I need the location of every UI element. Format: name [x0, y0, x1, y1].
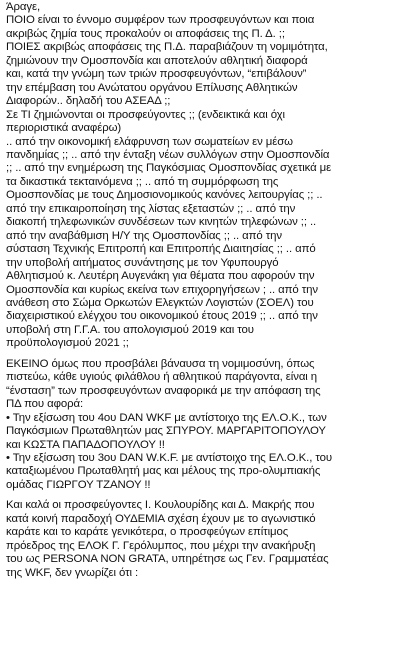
text-line: υποβολή στη Γ.Γ.Α. του απολογισμού 2019 και του: [6, 323, 254, 336]
text-line: .. από την οικονομική ελάφρυνση των σωματείων εν μέσω: [6, 135, 293, 148]
text-line: από την αναβάθμιση Η/Υ της Ομοσπονδίας ;; .. από την: [6, 229, 282, 242]
text-line: Αθλητισμού κ. Λευτέρη Αυγενάκη για θέματα που αφορούν την: [6, 270, 315, 283]
text-line: ζημιώνουν την Ομοσπονδία και αποτελούν αθλητική διαφορά: [6, 54, 308, 67]
text-line: Ομοσπονδίας με τους Δημοσιονομικούς κανόνες λειτουργίας ;; ..: [6, 189, 323, 202]
text-line: • Την εξίσωση του 4ου DAN WKF με αντίστοιχο της ΕΛ.Ο.Κ., των: [6, 411, 327, 424]
text-line: “ένσταση” των προσφευγόντων αναφορικά με την απόφαση της: [6, 384, 321, 397]
text-line: του ως PERSONA NON GRATA, υπηρέτησε ως Γεν. Γραμματέας: [6, 553, 329, 566]
text-line: καράτε και το καράτε γενικότερα, ο προσφεύγων επίτιμος: [6, 526, 289, 539]
text-line: διακοπή τηλεφωνικών συνδέσεων των κινητών τηλεφώνων ;; ..: [6, 216, 317, 229]
text-line: ακριβώς ζημία τους προκαλούν οι αποφάσεις της Π. Δ. ;;: [6, 27, 285, 40]
text-line: ΠΟΙΟ είναι το έννομο συμφέρον των προσφευγόντων και ποια: [6, 14, 315, 27]
text-line: την υποβολή αιτήματος συνάντησης με τον Υφυπουργό: [6, 256, 279, 269]
document-body: [6, 1, 397, 580]
paragraph: [6, 358, 397, 493]
text-line: προϋπολογισμού 2021 ;;: [6, 337, 129, 350]
text-line: Διαφορών.. δηλαδή του ΑΣΕΑΔ ;;: [6, 95, 171, 108]
text-line: ΠΟΙΕΣ ακριβώς αποφάσεις της Π.Δ. παραβιάζουν τη νομιμότητα,: [6, 41, 328, 54]
paragraph: [6, 1, 397, 351]
text-line: και ΚΩΣΤΑ ΠΑΠΑΔΟΠΟΥΛΟΥ !!: [6, 438, 165, 451]
text-line: ανάθεση στο Σώμα Ορκωτών Ελεγκτών Λογιστών (ΣΟΕΛ) του: [6, 296, 314, 309]
text-line: κατά κοινή παραδοχή ΟΥΔΕΜΙΑ σχέση έχουν με το αγωνιστικό: [6, 512, 316, 525]
text-line: ;; .. από την ενημέρωση της Παγκόσμιας Ομοσπονδίας σχετικά με: [6, 162, 332, 175]
text-line: ΕΚΕΙΝΟ όμως που προσβάλει βάναυσα τη νομιμοσύνη, όπως: [6, 357, 315, 370]
text-line: Σε ΤΙ ζημιώνονται οι προσφεύγοντες ;; (ενδεικτικά και όχι: [6, 108, 285, 121]
text-line: Παγκόσμιων Πρωταθλητών μας ΣΠΥΡΟΥ. ΜΑΡΓΑΡΙΤΟΠΟΥΛΟΥ: [6, 425, 326, 438]
text-line: διαχειριστικού ελέγχου του οικονομικού έτους 2019 ;; .. από την: [6, 310, 318, 323]
text-line: Άραγε,: [6, 1, 41, 13]
text-line: και, κατά την γνώμη των τριών προσφευγόντων, “επιβάλουν”: [6, 68, 307, 81]
text-line: ομάδας ΓΙΩΡΓΟΥ ΤΖΑΝΟΥ !!: [6, 478, 151, 491]
text-line: από την επικαιροποίηση της λίστας εξεταστών ;; .. από την: [6, 202, 296, 215]
text-line: την επέμβαση του Ανώτατου οργάνου Επίλυσης Αθλητικών: [6, 81, 298, 94]
text-line: • Την εξίσωση του 3ου DAN W.K.F. με αντίστοιχο της ΕΛ.Ο.Κ., του: [6, 451, 332, 464]
text-line: της WKF, δεν γνωρίζει ότι :: [6, 566, 139, 579]
text-line: περιοριστικά αναφέρω): [6, 122, 122, 135]
text-line: σύσταση Τεχνικής Επιτροπή και Επιτροπής Διαιτησίας ;; .. από: [6, 243, 316, 256]
text-line: πανδημίας ;; .. από την ένταξη νέων συλλόγων στην Ομοσπονδία: [6, 148, 330, 161]
paragraph: [6, 499, 397, 580]
text-line: Ομοσπονδία και κυρίως εκείνα των επιχορηγήσεων ; .. από την: [6, 283, 318, 296]
text-line: τα δικαστικά τεκταινόμενα ;; .. από τη συμμόρφωση της: [6, 175, 279, 188]
text-line: πιστεύω, κάθε υγιούς φιλάθλου ή αθλητικού παράγοντα, είναι η: [6, 371, 318, 384]
text-line: καταξιωμένου Πρωταθλητή μας και μέλους της προ-ολυμπιακής: [6, 465, 321, 478]
text-line: ΠΔ που αφορά:: [6, 398, 84, 411]
text-line: πρόεδρος της ΕΛΟΚ Γ. Γερόλυμπος, που μέχρι την ανακήρυξη: [6, 539, 316, 552]
text-line: Και καλά οι προσφεύγοντες Ι. Κουλουρίδης και Δ. Μακρής που: [6, 499, 315, 512]
